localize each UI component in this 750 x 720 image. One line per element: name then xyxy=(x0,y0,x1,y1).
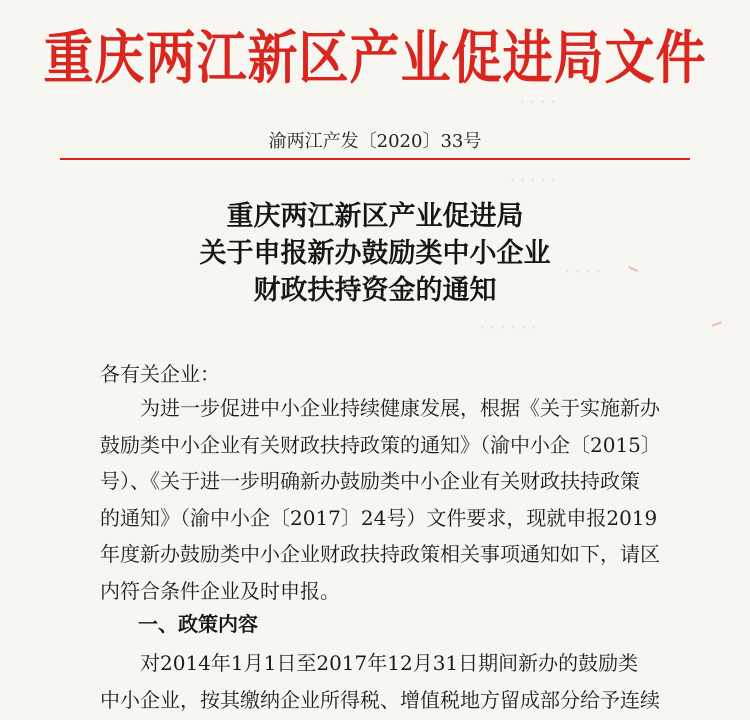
title-line: 重庆两江新区产业促进局 xyxy=(226,201,524,232)
bleed-through-mark: · · · · · xyxy=(510,170,556,189)
bleed-through-mark: · · · · xyxy=(565,262,601,281)
paragraph-line: 年度新办鼓励类中小企业财政扶持政策相关事项通知如下，请区 xyxy=(100,542,660,566)
notice-title xyxy=(0,198,750,309)
paragraph-line: 的通知》（渝中小企〔2017〕24号）文件要求，现就申报2019 xyxy=(100,505,658,530)
salutation: 各有关企业： xyxy=(100,362,220,386)
paragraph-line: 鼓励类中小企业有关财政扶持政策的通知》（渝中小企〔2015〕 xyxy=(100,432,661,457)
org-header-title: 重庆两江新区产业促进局文件 xyxy=(43,24,707,92)
paragraph-intro xyxy=(100,390,678,609)
paragraph-line: 中小企业，按其缴纳企业所得税、增值税地方留成部分给予连续 xyxy=(100,687,660,712)
title-line: 财政扶持资金的通知 xyxy=(253,275,497,306)
paragraph-line: 内符合条件企业及时申报。 xyxy=(100,578,340,603)
paragraph-line: 对2014年1月1日至2017年12月31日期间新办的鼓励类 xyxy=(100,651,639,675)
bleed-through-mark: · · · · · · xyxy=(480,318,536,337)
paragraph-policy xyxy=(100,645,678,718)
red-speck-mark xyxy=(712,321,722,326)
bleed-through-mark: · · · · xyxy=(520,92,556,111)
paragraph-line: 号）、《关于进一步明确新办鼓励类中小企业有关财政扶持政策 xyxy=(100,469,640,493)
paragraph-line: 为进一步促进中小企业持续健康发展，根据《关于实施新办 xyxy=(100,396,660,420)
title-line: 关于申报新办鼓励类中小企业 xyxy=(199,238,551,269)
document-number: 渝两江产发〔2020〕33号 xyxy=(268,131,482,152)
red-divider-line xyxy=(60,158,690,160)
section-heading-policy: 一、政策内容 xyxy=(138,612,258,636)
